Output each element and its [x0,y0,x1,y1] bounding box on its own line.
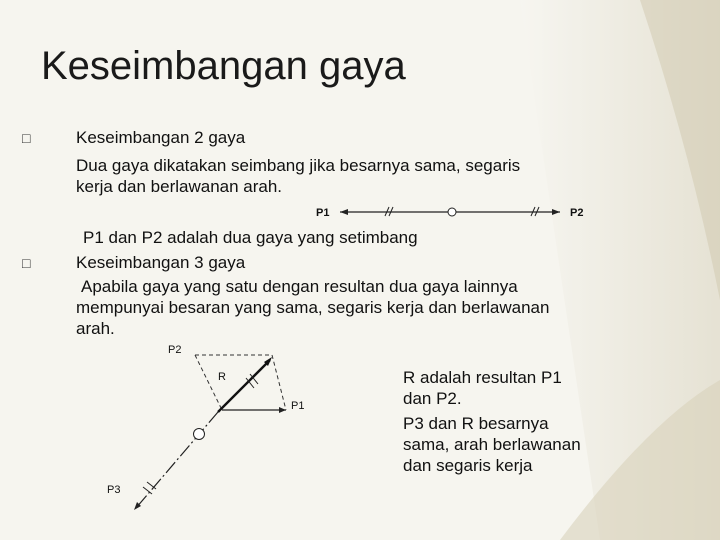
body-line: arah. [76,319,115,338]
caption: P1 dan P2 adalah dua gaya yang setimbang [83,228,418,247]
note-line: dan P2. [403,389,462,408]
body-line: Dua gaya dikatakan seimbang jika besarnya sama, segaris [76,156,521,175]
label-p2: P2 [168,344,182,356]
note-line: sama, arah berlawanan [403,435,581,454]
note-line: R adalah resultan P1 [403,368,562,387]
body-line: mempunyai besaran yang sama, segaris kerja dan berlawanan [76,298,550,317]
label-p1: P1 [291,400,305,412]
label-p1: P1 [316,207,330,219]
note-line: P3 dan R besarnya [403,414,549,433]
bullet-heading: Keseimbangan 3 gaya [76,253,246,272]
bullet-icon: □ [22,130,31,146]
note-line: dan segaris kerja [403,456,533,475]
bullet-icon: □ [22,255,31,271]
bullet-heading: Keseimbangan 2 gaya [76,128,246,147]
slide-title: Keseimbangan gaya [41,44,406,88]
label-r: R [218,371,226,383]
body-line: kerja dan berlawanan arah. [76,177,283,196]
label-p2: P2 [570,207,584,219]
label-p3: P3 [107,484,121,496]
body-line: Apabila gaya yang satu dengan resultan dua gaya lainnya [81,277,518,296]
